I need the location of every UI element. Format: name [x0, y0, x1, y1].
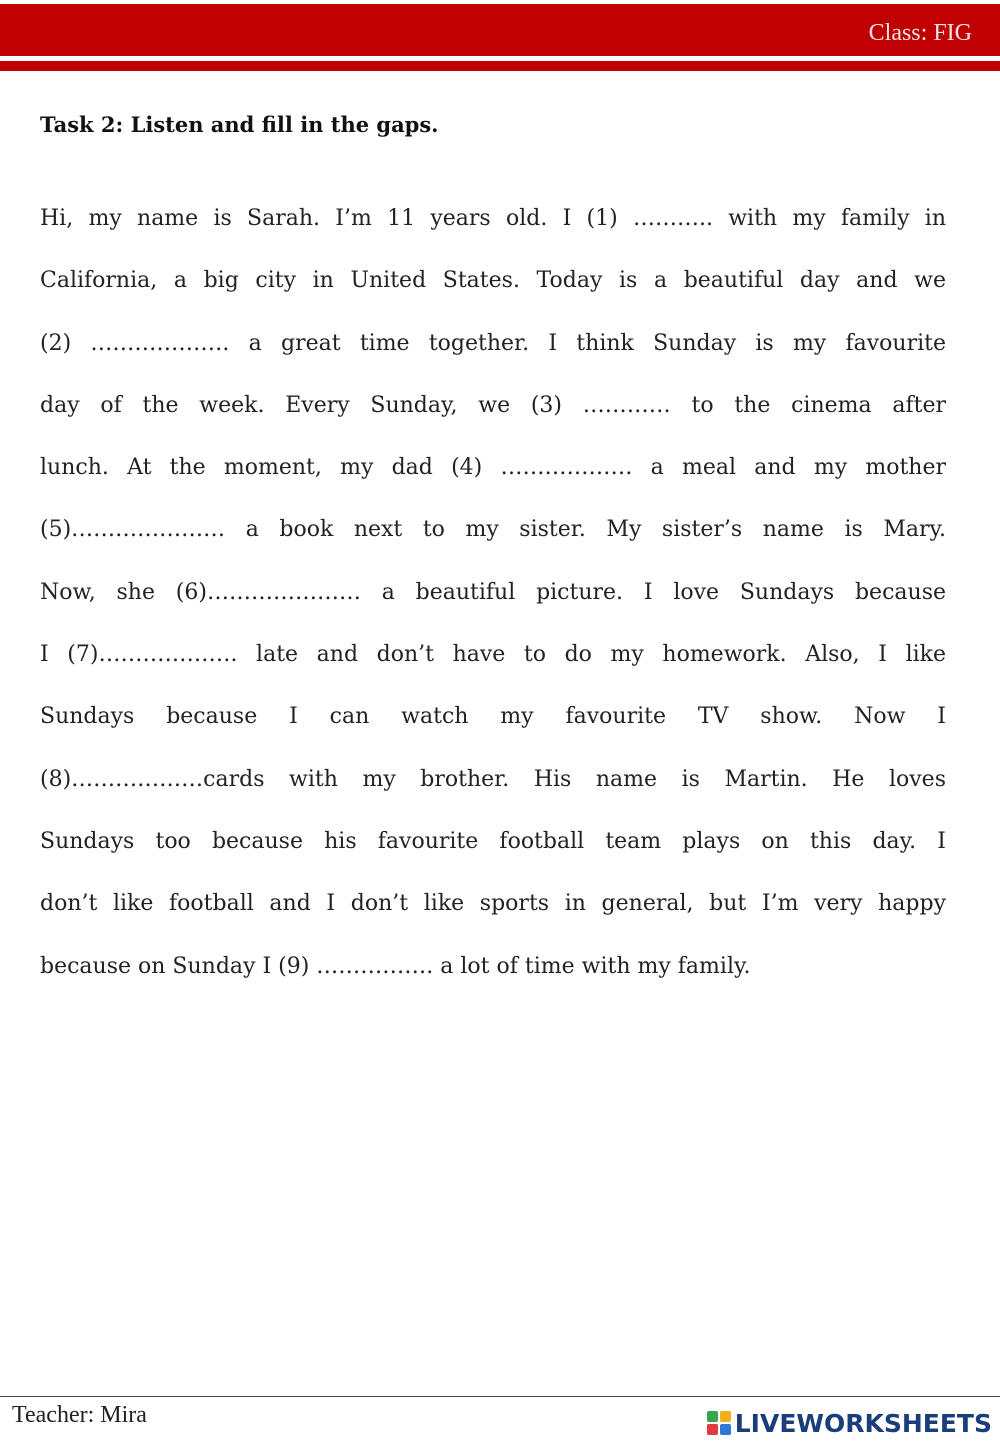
- passage-line: Sundays too because his favourite football team plays on this day. I: [40, 828, 946, 854]
- header-rule: [0, 61, 1000, 71]
- passage-line: Now, she (6)………………… a beautiful picture. I love Sundays because: [40, 579, 946, 605]
- logo-square-green: [707, 1411, 718, 1422]
- passage-line: Sundays because I can watch my favourite TV show. Now I: [40, 704, 946, 730]
- logo-square-red: [707, 1424, 718, 1435]
- teacher-label: Teacher: Mira: [12, 1402, 147, 1428]
- liveworksheets-brand[interactable]: [707, 1406, 992, 1440]
- liveworksheets-logo-icon: [707, 1411, 731, 1435]
- class-label: Class: FIG: [868, 20, 972, 46]
- passage-line: I (7)………………. late and don’t have to do my homework. Also, I like: [40, 642, 946, 668]
- passage-line: (2) ………………. a great time together. I think Sunday is my favourite: [40, 330, 946, 356]
- header-band: [0, 4, 1000, 56]
- passage-line: (8)………………cards with my brother. His name is Martin. He loves: [40, 766, 946, 792]
- logo-square-yellow: [720, 1411, 731, 1422]
- passage-line: California, a big city in United States. Today is a beautiful day and we: [40, 268, 946, 294]
- passage-line: (5)………………… a book next to my sister. My sister’s name is Mary.: [40, 517, 946, 543]
- passage-line: Hi, my name is Sarah. I’m 11 years old. I (1) ……….. with my family in: [40, 206, 946, 231]
- task-title: Task 2: Listen and fill in the gaps.: [40, 112, 439, 137]
- passage-line: lunch. At the moment, my dad (4) ……………… a meal and my mother: [40, 455, 946, 481]
- passage-line: don’t like football and I don’t like sports in general, but I’m very happy: [40, 891, 946, 917]
- passage-line: because on Sunday I (9) ……………. a lot of time with my family.: [40, 953, 751, 979]
- footer-rule: [0, 1396, 1000, 1397]
- passage-line: day of the week. Every Sunday, we (3) ………… to the cinema after: [40, 392, 946, 418]
- brand-name: LIVEWORKSHEETS: [734, 1408, 992, 1438]
- logo-square-blue: [720, 1424, 731, 1435]
- passage: [40, 194, 946, 1004]
